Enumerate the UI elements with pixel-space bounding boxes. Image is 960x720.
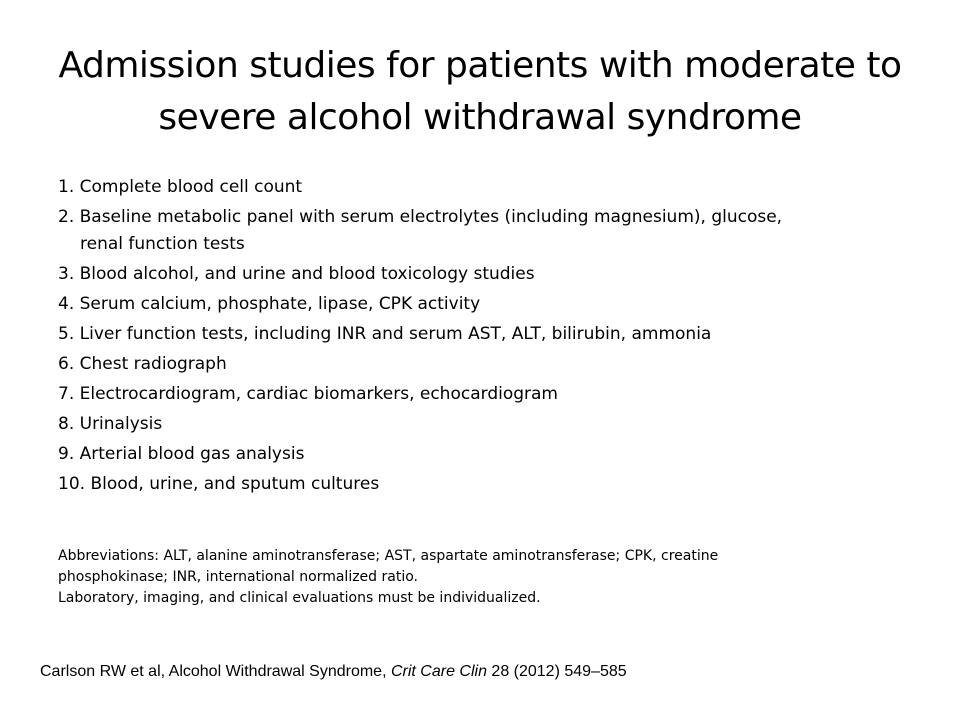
list-item <box>58 321 918 348</box>
list-item-text: 5. Liver function tests, including INR and serum AST, ALT, bilirubin, ammonia <box>58 324 712 344</box>
list-item-text: 10. Blood, urine, and sputum cultures <box>58 474 380 494</box>
list-item-text: 4. Serum calcium, phosphate, lipase, CPK activity <box>58 294 481 314</box>
abbreviations-line-1: Abbreviations: ALT, alanine aminotransferase; AST, aspartate aminotransferase; CPK, creatine <box>58 548 719 564</box>
citation <box>40 661 920 683</box>
citation-details: 28 (2012) 549–585 <box>486 663 627 680</box>
footnotes <box>58 546 918 609</box>
list-item <box>58 204 918 258</box>
list-item <box>58 174 918 201</box>
list-item-continuation: renal function tests <box>80 234 245 254</box>
slide-title: Admission studies for patients with moderate to severe alcohol withdrawal syndrome <box>58 45 902 138</box>
list-item-text: 1. Complete blood cell count <box>58 177 303 197</box>
list-item-text: 7. Electrocardiogram, cardiac biomarkers, echocardiogram <box>58 384 558 404</box>
list-item-text: 3. Blood alcohol, and urine and blood toxicology studies <box>58 264 535 284</box>
list-item-text: 8. Urinalysis <box>58 414 163 434</box>
individualized-note: Laboratory, imaging, and clinical evaluations must be individualized. <box>58 590 541 606</box>
list-item <box>58 261 918 288</box>
list-item <box>58 291 918 318</box>
list-item <box>58 441 918 468</box>
studies-list <box>58 174 918 501</box>
abbreviations-line-2: phosphokinase; INR, international normalized ratio. <box>58 569 418 585</box>
list-item <box>58 381 918 408</box>
list-item-text: 6. Chest radiograph <box>58 354 227 374</box>
citation-journal: Crit Care Clin <box>390 663 487 680</box>
list-item <box>58 471 918 498</box>
list-item <box>58 411 918 438</box>
list-item-text: 9. Arterial blood gas analysis <box>58 444 305 464</box>
list-item <box>58 351 918 378</box>
list-item-text: 2. Baseline metabolic panel with serum electrolytes (including magnesium), glucose, <box>58 207 783 227</box>
citation-authors-title: Carlson RW et al, Alcohol Withdrawal Syndrome, <box>40 663 391 680</box>
